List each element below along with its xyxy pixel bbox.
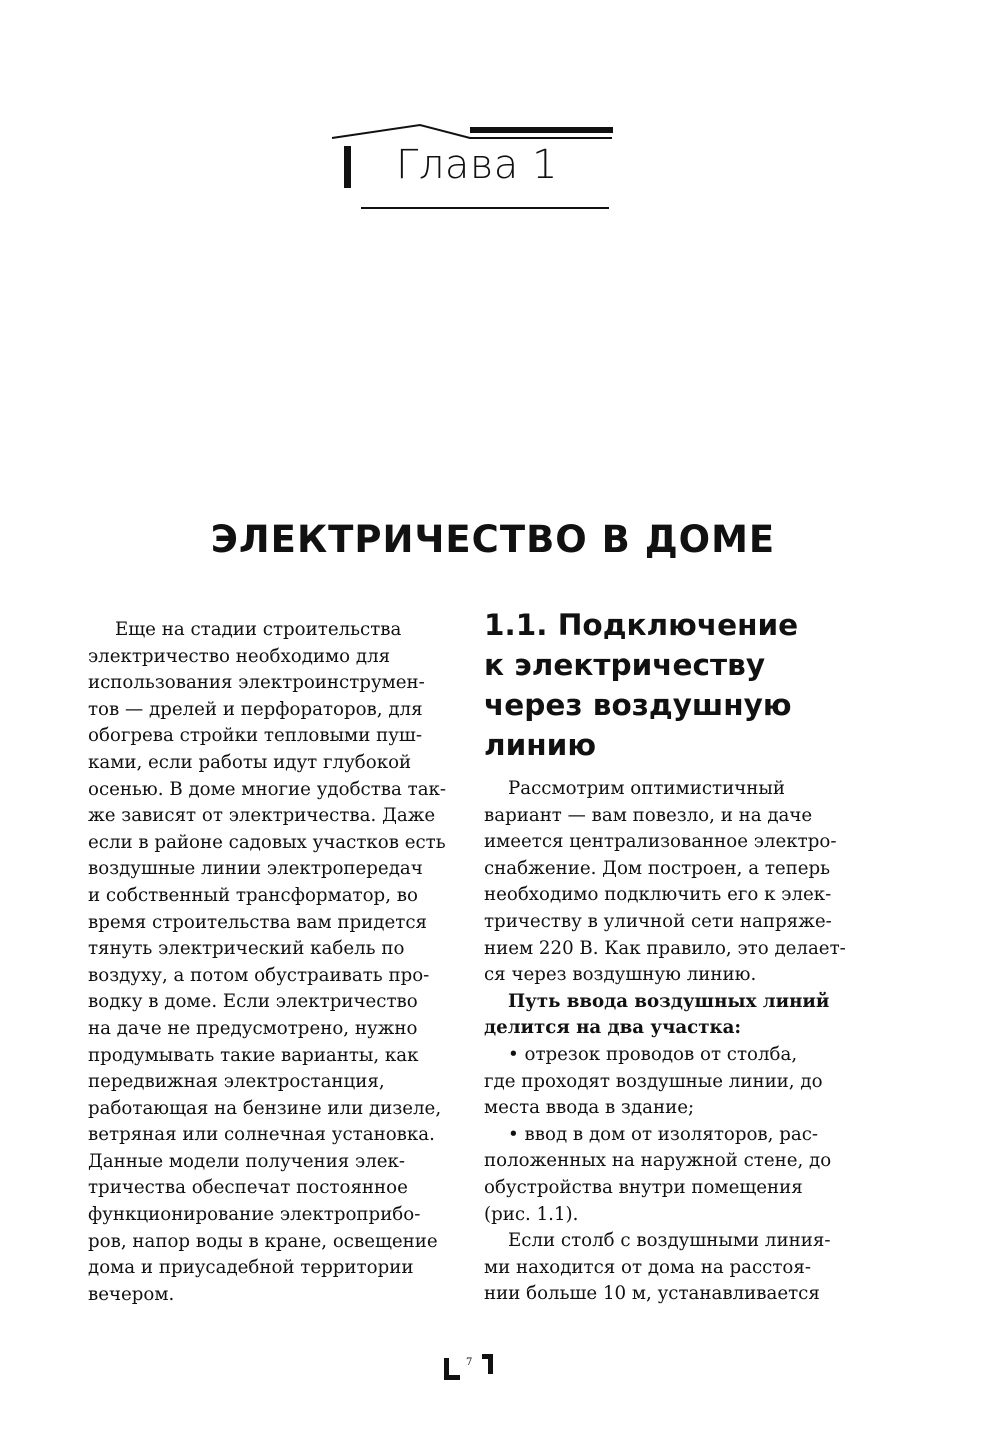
text-line: тричеству в уличной сети напряже-	[484, 910, 832, 932]
section-heading-line: линию	[484, 728, 597, 762]
text-line: (рис. 1.1).	[484, 1203, 579, 1225]
text-line: Еще на стадии строительства	[115, 619, 402, 640]
text-line: необходимо подключить его к элек-	[484, 884, 832, 906]
text-line: передвижная электростанция,	[88, 1071, 385, 1093]
text-line: Рассмотрим оптимистичный	[508, 778, 785, 799]
chapter-header	[330, 120, 620, 220]
text-line: тянуть электрический кабель по	[88, 938, 405, 960]
right-column-text	[484, 776, 852, 1308]
left-column-text	[88, 617, 460, 1308]
text-line: обогрева стройки тепловыми пуш-	[88, 725, 422, 747]
text-line: ками, если работы идут глубокой	[88, 751, 412, 773]
page-title: ЭЛЕКТРИЧЕСТВО В ДОМЕ	[210, 518, 776, 561]
text-line: нием 220 В. Как правило, это делает-	[484, 937, 846, 959]
text-line: воздушные линии электропередач	[88, 858, 423, 880]
text-line: обустройства внутри помещения	[484, 1176, 803, 1198]
bullet-item: • отрезок проводов от столба,	[508, 1043, 798, 1065]
bullet-item: • ввод в дом от изоляторов, рас-	[508, 1123, 819, 1145]
text-line: на даче не предусмотрено, нужно	[88, 1017, 418, 1039]
text-line: Если столб с воздушными линия-	[508, 1230, 831, 1252]
text-line: тов — дрелей и перфораторов, для	[88, 698, 423, 720]
chapter-label: Глава 1	[396, 142, 558, 188]
section-heading-line: через воздушную	[484, 688, 792, 722]
text-line: ми находится от дома на расстоя-	[484, 1256, 811, 1278]
text-line: продумывать такие варианты, как	[88, 1044, 419, 1066]
text-line: Данные модели получения элек-	[88, 1150, 406, 1172]
text-line: ров, напор воды в кране, освещение	[88, 1230, 438, 1252]
section-heading-line: к электричеству	[484, 648, 766, 682]
text-line: где проходят воздушные линии, до	[484, 1070, 823, 1092]
text-line: работающая на бензине или дизеле,	[88, 1097, 442, 1119]
text-line: электричество необходимо для	[88, 645, 391, 667]
text-line: водку в доме. Если электричество	[88, 991, 418, 1013]
text-line: ветряная или солнечная установка.	[88, 1124, 435, 1146]
text-line: вечером.	[88, 1283, 175, 1305]
text-line: тричества обеспечат постоянное	[88, 1177, 408, 1199]
bold-text-line: Путь ввода воздушных линий	[508, 990, 830, 1012]
text-line: положенных на наружной стене, до	[484, 1150, 832, 1172]
text-line: осенью. В доме многие удобства так-	[88, 778, 447, 800]
text-line: же зависят от электричества. Даже	[88, 805, 436, 827]
text-line: имеется централизованное электро-	[484, 831, 837, 853]
bold-text-line: делится на два участка:	[484, 1017, 742, 1039]
text-line: использования электроинструмен-	[88, 672, 425, 694]
text-line: функционирование электроприбо-	[88, 1204, 421, 1226]
section-heading-line: 1.1. Подключение	[484, 608, 799, 642]
text-line: ся через воздушную линию.	[484, 964, 757, 986]
text-line: нии больше 10 м, устанавливается	[484, 1283, 820, 1305]
text-line: и собственный трансформатор, во	[88, 884, 418, 906]
page-footer	[440, 1352, 500, 1388]
text-line: снабжение. Дом построен, а теперь	[484, 857, 831, 879]
text-line: если в районе садовых участков есть	[88, 831, 446, 853]
text-line: вариант — вам повезло, и на даче	[484, 804, 813, 826]
page-number: 7	[466, 1357, 473, 1368]
text-line: воздуху, а потом обустраивать про-	[88, 964, 430, 986]
text-line: время строительства вам придется	[88, 911, 427, 933]
section-heading	[484, 605, 884, 765]
text-line: места ввода в здание;	[484, 1097, 695, 1119]
text-line: дома и приусадебной территории	[88, 1257, 414, 1279]
